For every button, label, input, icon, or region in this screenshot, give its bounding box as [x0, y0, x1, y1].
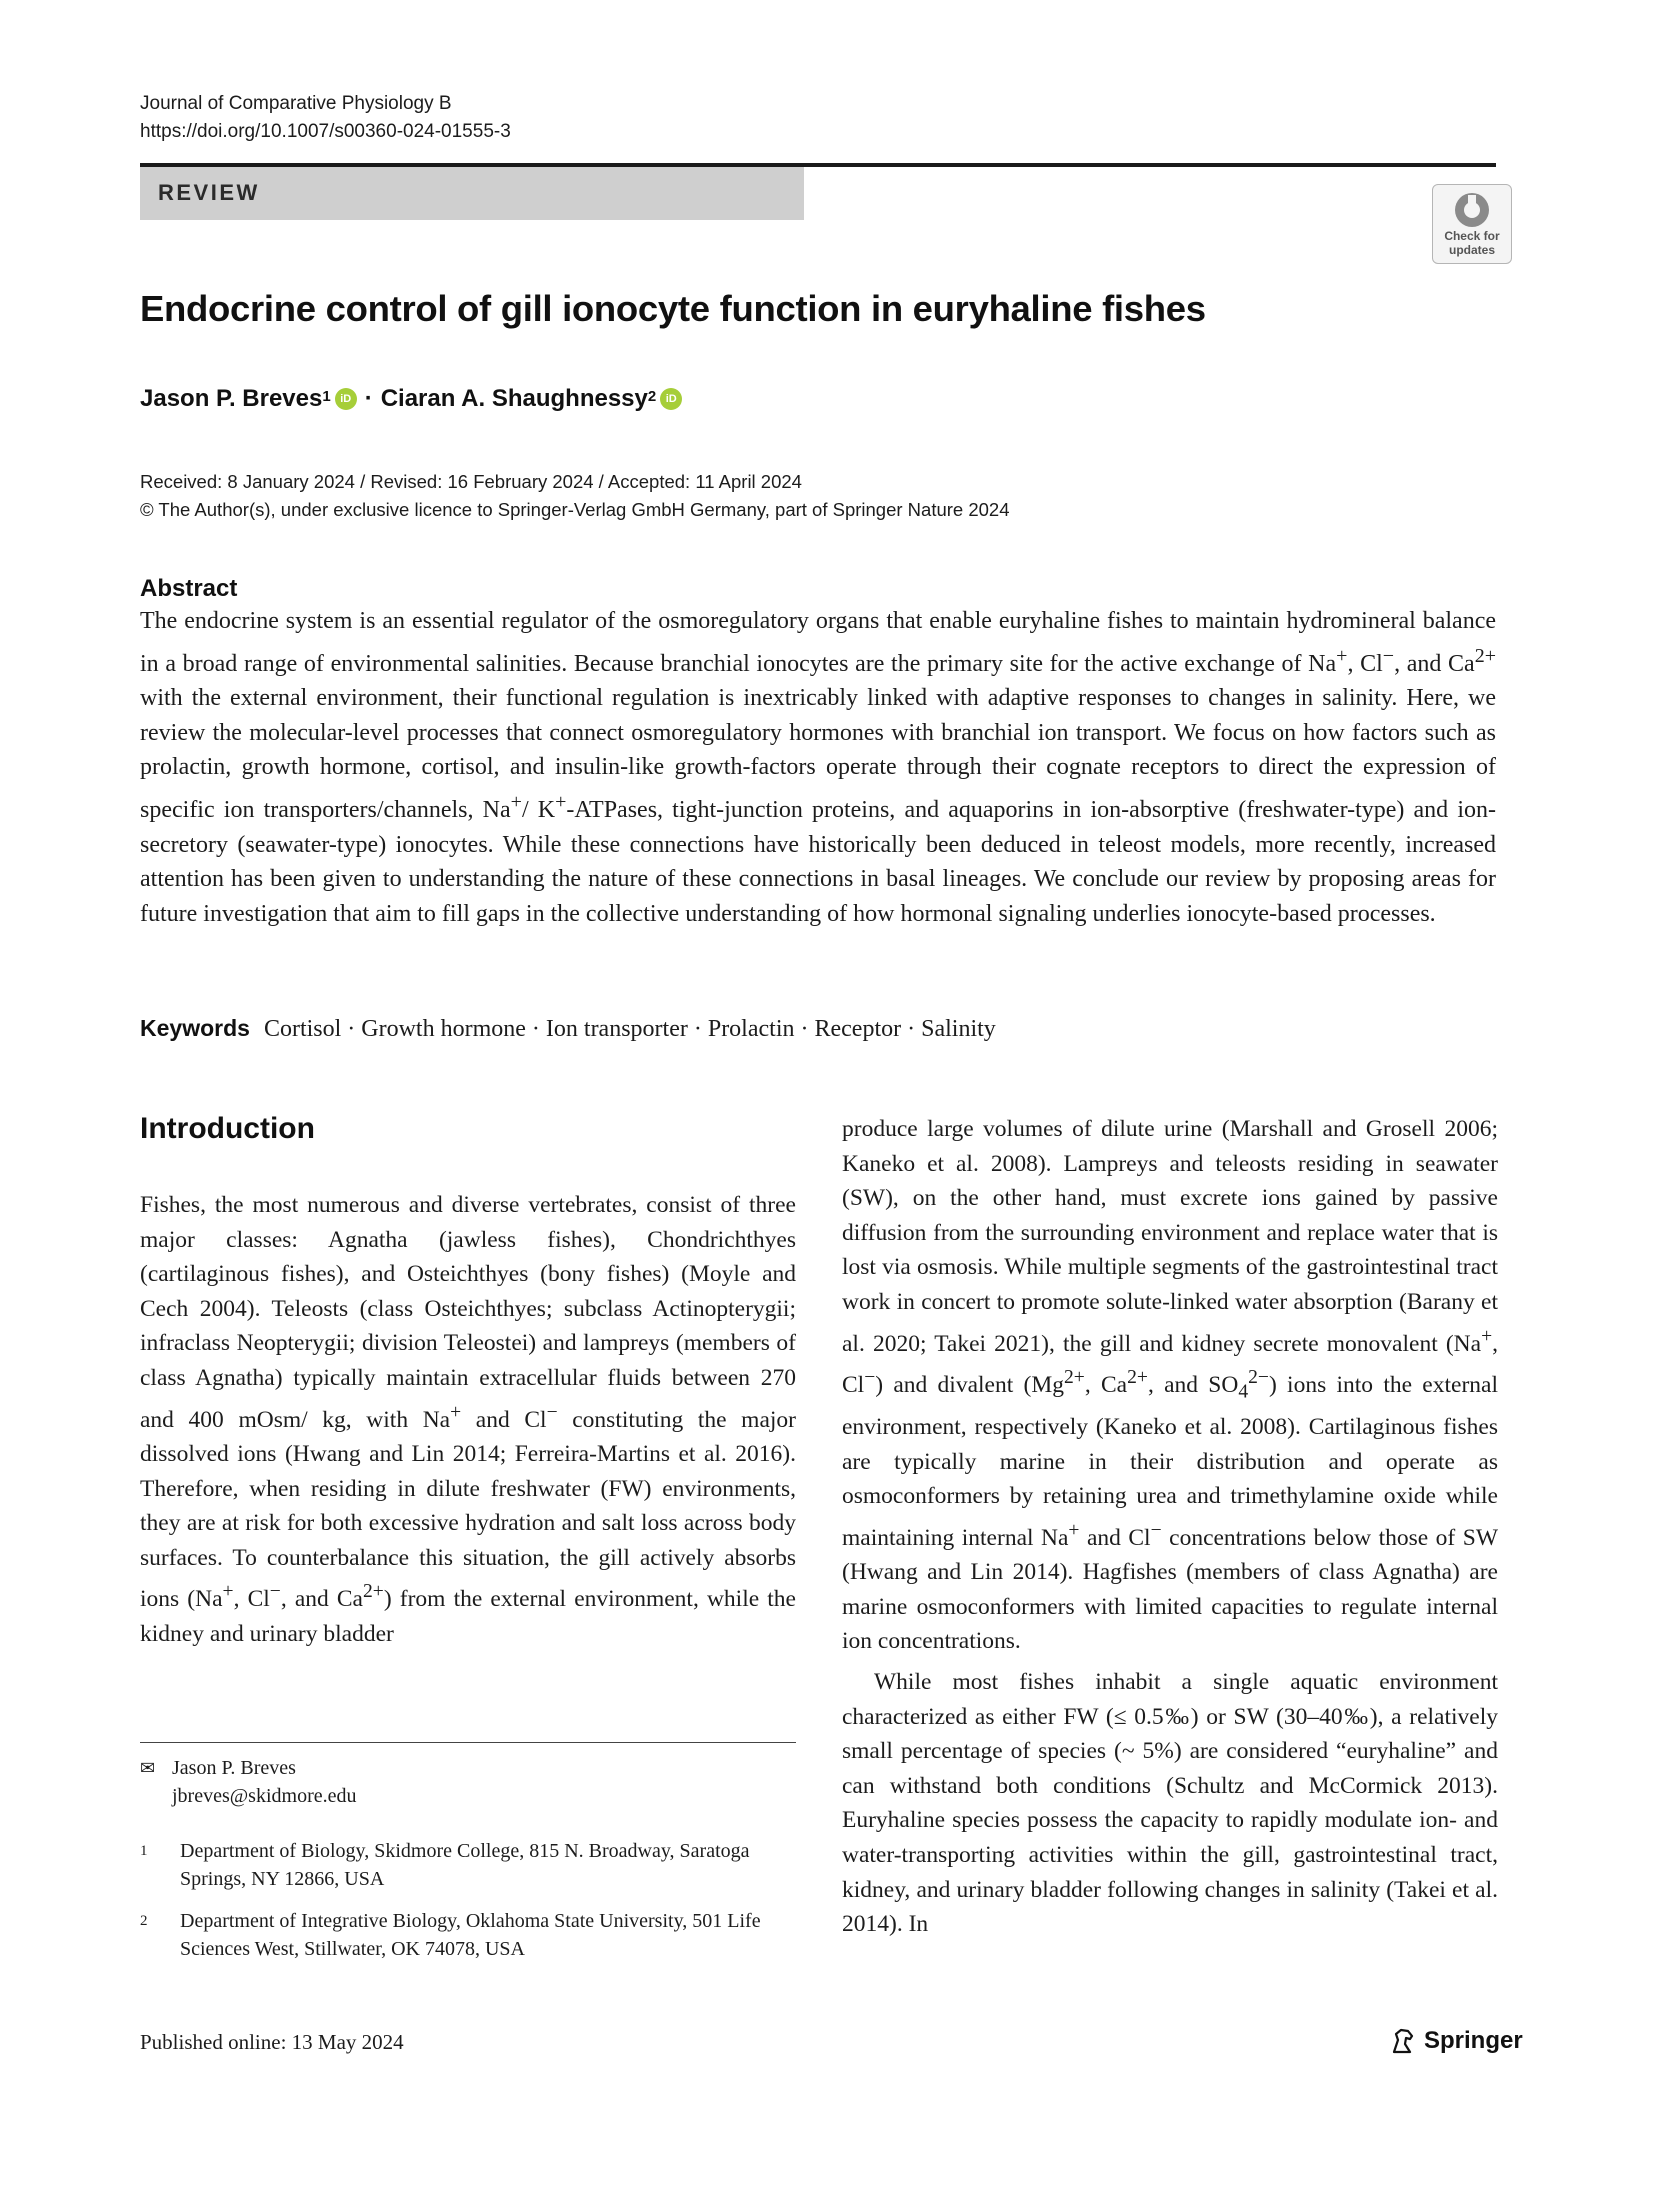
envelope-icon: ✉: [140, 1758, 156, 1779]
keywords-list: Cortisol · Growth hormone · Ion transporter · Prolactin · Receptor · Salinity: [263, 1016, 996, 1042]
history-dates: Received: 8 January 2024 / Revised: 16 February 2024 / Accepted: 11 April 2024: [140, 471, 802, 492]
journal-name: Journal of Comparative Physiology B: [140, 93, 452, 114]
check-updates-text: Check for updates: [1444, 229, 1500, 257]
orcid-icon[interactable]: iD: [660, 388, 682, 410]
affil-text: Department of Biology, Skidmore College, 815 N. Broadway, Saratoga Springs, NY 12866, USA: [180, 1840, 750, 1890]
check-updates-icon: [1451, 191, 1493, 229]
article-title: Endocrine control of gill ionocyte function in euryhaline fishes: [140, 288, 1206, 329]
publisher-logo: [1388, 2026, 1523, 2056]
copyright-line: © The Author(s), under exclusive licence to Springer-Verlag GmbH Germany, part of Springer Nature 2024: [140, 499, 1010, 520]
keywords-label: Keywords: [140, 1015, 250, 1041]
author-name[interactable]: Ciaran A. Shaughnessy: [380, 385, 648, 412]
author-list: [140, 385, 690, 413]
author-name[interactable]: Jason P. Breves: [140, 385, 323, 412]
intro-heading: Introduction: [140, 1112, 315, 1145]
section-label: REVIEW: [158, 180, 260, 205]
footnote-rule: [140, 1742, 796, 1743]
affil-ref: 2: [647, 387, 657, 405]
published-date: Published online: 13 May 2024: [140, 2030, 404, 2054]
abstract-heading: Abstract: [140, 575, 238, 602]
springer-horse-icon: [1388, 2026, 1418, 2056]
publisher-name: Springer: [1424, 2027, 1523, 2054]
affil-number: 2: [140, 1913, 148, 1929]
corresponding-author: [140, 1755, 356, 1810]
affil-text: Department of Integrative Biology, Oklahoma State University, 501 Life Sciences West, Stillwater, OK 74078, USA: [180, 1910, 761, 1960]
article-dates: [140, 468, 1010, 524]
orcid-icon[interactable]: iD: [335, 388, 357, 410]
corresponding-email[interactable]: jbreves@skidmore.edu: [172, 1784, 357, 1807]
intro-paragraph-1-cont: produce large volumes of dilute urine (Marshall and Grosell 2006; Kaneko et al. 2008). Lampreys and teleosts residing in seawater (SW), on the other hand, must excrete ions gained by passive diffusion from the surrounding environment and replace water that is lost via osmosis. While multiple segments of the gastrointestinal tract work in concert to promote solute-linked water absorption (Barany et al. 2020; Takei 2021), the gill and kidney secrete monovalent (Na+, Cl−) and divalent ($Mg^{2+}$, $Ca^{2+}$, and $SO_4^{2-}$) ions into the external environment, respectively (Kaneko et al. 2008). Cartilaginous fishes are typically marine in their distribution and operate as osmoconformers by retaining urea and trimethylamine oxide while maintaining internal Na+ and Cl− concentrations below those of SW (Hwang and Lin 2014). Hagfishes (members of class Agnatha) are marine osmoconformers with limited capacities to regulate internal ion concentrations.: [842, 1116, 1498, 1655]
corresponding-name: Jason P. Breves: [172, 1757, 296, 1779]
author-separator: ·: [364, 385, 373, 412]
intro-paragraph-2: While most fishes inhabit a single aquatic environment characterized as either FW (≤ 0.5‰) or SW (30–40‰), a relatively small percentage of species (~ 5%) are considered “euryhaline” and can withstand both conditions (Schultz and McCormick 2013). Euryhaline species possess the capacity to rapidly modulate ion- and water-transporting activities within the gill, gastrointestinal tract, kidney, and urinary bladder following changes in salinity (Takei et al. 2014). In: [842, 1669, 1498, 1938]
abstract-text: The endocrine system is an essential regulator of the osmoregulatory organs that enable euryhaline fishes to maintain hydromineral balance in a broad range of environmental salinities. Because branchial ionocytes are the primary site for the active exchange of Na+, Cl−, and $Ca^{2+}$ with the external environment, their functional regulation is inextricably linked with adaptive responses to changes in salinity. Here, we review the molecular-level processes that connect osmoregulatory hormones with branchial ion transport. We focus on how factors such as prolactin, growth hormone, cortisol, and insulin-like growth-factors operate through their cognate receptors to direct the expression of specific ion transporters/channels, Na+/ K+-ATPases, tight-junction proteins, and aquaporins in ion-absorptive (freshwater-type) and ion-secretory (seawater-type) ionocytes. While these connections have historically been deduced in teleost models, more recently, increased attention has been given to understanding the nature of these connections in basal lineages. We conclude our review by proposing areas for future investigation that aim to fill gaps in the collective understanding of how hormonal signaling underlies ionocyte-based processes.: [140, 608, 1496, 927]
journal-header: [140, 90, 511, 146]
affil-ref: 1: [322, 387, 331, 405]
affil-number: 1: [140, 1843, 148, 1859]
affiliation-1: [140, 1838, 796, 1893]
intro-paragraph-1: Fishes, the most numerous and diverse vertebrates, consist of three major classes: Agnatha (jawless fishes), Chondrichthyes (cartilaginous fishes), and Osteichthyes (bony fishes) (Moyle and Cech 2004). Teleosts (class Osteichthyes; subclass Actinopterygii; infraclass Neopterygii; division Teleostei) and lampreys (members of class Agnatha) typically maintain extracellular fluids between 270 and 400 mOsm/ kg, with Na+ and Cl− constituting the major dissolved ions (Hwang and Lin 2014; Ferreira-Martins et al. 2016). Therefore, when residing in dilute freshwater (FW) environments, they are at risk for both excessive hydration and salt loss across body surfaces. To counterbalance this situation, the gill actively absorbs ions (Na+, Cl−, and $Ca^{2+}$) from the external environment, while the kidney and urinary bladder: [140, 1192, 796, 1647]
affiliation-2: [140, 1908, 796, 1963]
intro-right-column: [842, 1112, 1498, 1942]
keywords-line: [140, 1015, 996, 1043]
check-for-updates-badge[interactable]: [1432, 184, 1512, 264]
doi-link[interactable]: https://doi.org/10.1007/s00360-024-01555-3: [140, 121, 511, 142]
